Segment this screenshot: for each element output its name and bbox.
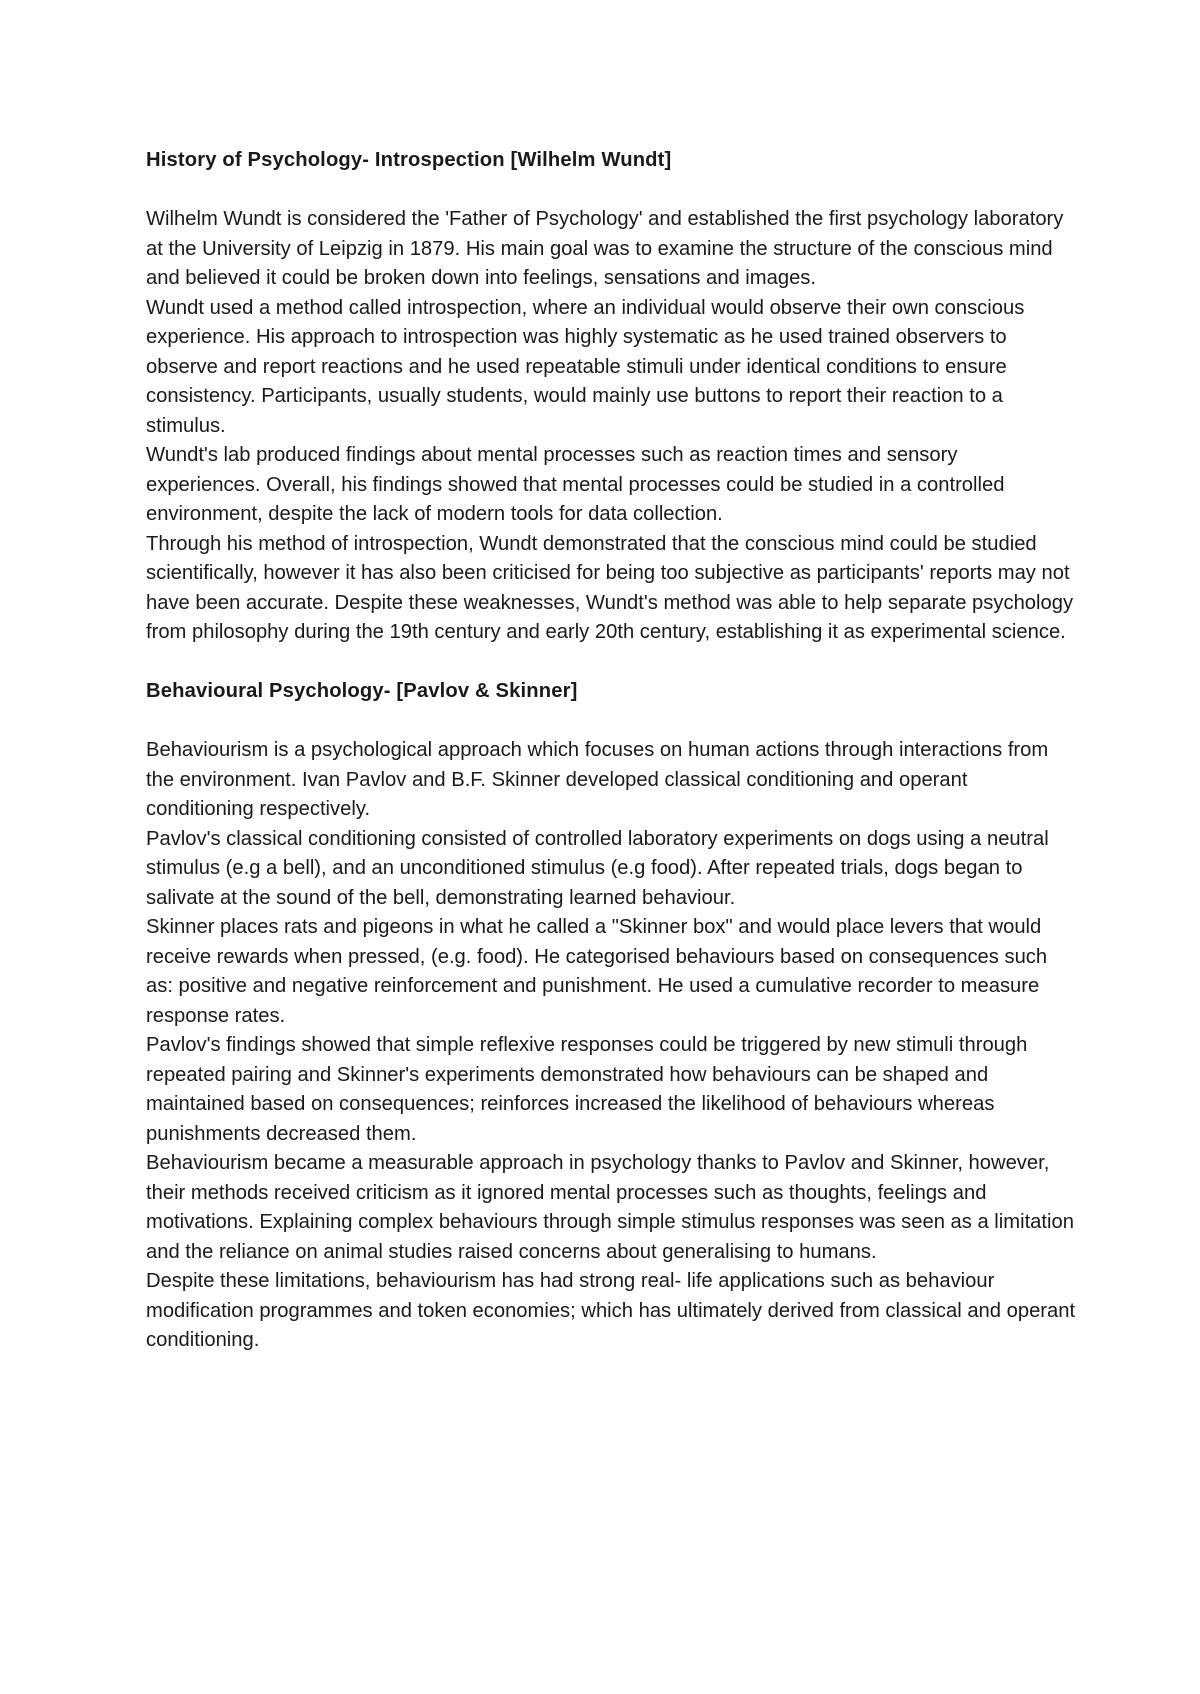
paragraph: Pavlov's classical conditioning consisted of controlled laboratory experiments on dogs using a neutral stimulus (e.g a bell), and an unconditioned stimulus (e.g food). After repeated trials, dogs began to salivate at the sound of the bell, demonstrating learned behaviour. bbox=[146, 827, 1049, 909]
paragraph: Behaviourism became a measurable approach in psychology thanks to Pavlov and Skinner, however, their methods received criticism as it ignored mental processes such as thoughts, feelings and motivations. Explaining complex behaviours through simple stimulus responses was seen as a limitation and the reliance on animal studies raised concerns about generalising to humans. bbox=[146, 1152, 1074, 1263]
section-heading: History of Psychology- Introspection [Wilhelm Wundt] bbox=[146, 149, 672, 171]
section-wundt bbox=[146, 146, 1076, 648]
paragraph: Through his method of introspection, Wundt demonstrated that the conscious mind could be studied scientifically, however it has also been criticised for being too subjective as participants' reports may not have been accurate. Despite these weaknesses, Wundt's method was able to help separate psychology from philosophy during the 19th century and early 20th century, establishing it as experimental science. bbox=[146, 532, 1074, 643]
section-heading: Behavioural Psychology- [Pavlov & Skinner] bbox=[146, 680, 578, 702]
paragraph: Behaviourism is a psychological approach which focuses on human actions through interactions from the environment. Ivan Pavlov and B.F. Skinner developed classical conditioning and operant conditioning respectively. bbox=[146, 739, 1049, 820]
paragraph: Wundt used a method called introspection, where an individual would observe their own conscious experience. His approach to introspection was highly systematic as he used trained observers to observe and report reactions and he used repeatable stimuli under identical conditions to ensure consistency. Participants, usually students, would mainly use buttons to report their reaction to a stimulus. bbox=[146, 296, 1025, 437]
paragraph: Pavlov's findings showed that simple reflexive responses could be triggered by new stimuli through repeated pairing and Skinner's experiments demonstrated how behaviours can be shaped and maintained based on consequences; reinforces increased the likelihood of behaviours whereas punishments decreased them. bbox=[146, 1034, 1028, 1145]
section-behaviourism bbox=[146, 677, 1076, 1356]
section-spacer bbox=[146, 648, 1076, 678]
paragraph: Wilhelm Wundt is considered the 'Father of Psychology' and established the first psychology laboratory at the University of Leipzig in 1879. His main goal was to examine the structure of the conscious mind and believed it could be broken down into feelings, sensations and images. bbox=[146, 208, 1064, 289]
document-body bbox=[146, 146, 1076, 1356]
paragraph: Despite these limitations, behaviourism has had strong real- life applications such as behaviour modification programmes and token economies; which has ultimately derived from classical and operant conditioning. bbox=[146, 1270, 1076, 1351]
paragraph: Skinner places rats and pigeons in what he called a "Skinner box" and would place levers that would receive rewards when pressed, (e.g. food). He categorised behaviours based on consequences such as: positive and negative reinforcement and punishment. He used a cumulative recorder to measure response rates. bbox=[146, 916, 1048, 1027]
paragraph: Wundt's lab produced findings about mental processes such as reaction times and sensory experiences. Overall, his findings showed that mental processes could be studied in a controlled environment, despite the lack of modern tools for data collection. bbox=[146, 444, 1005, 525]
